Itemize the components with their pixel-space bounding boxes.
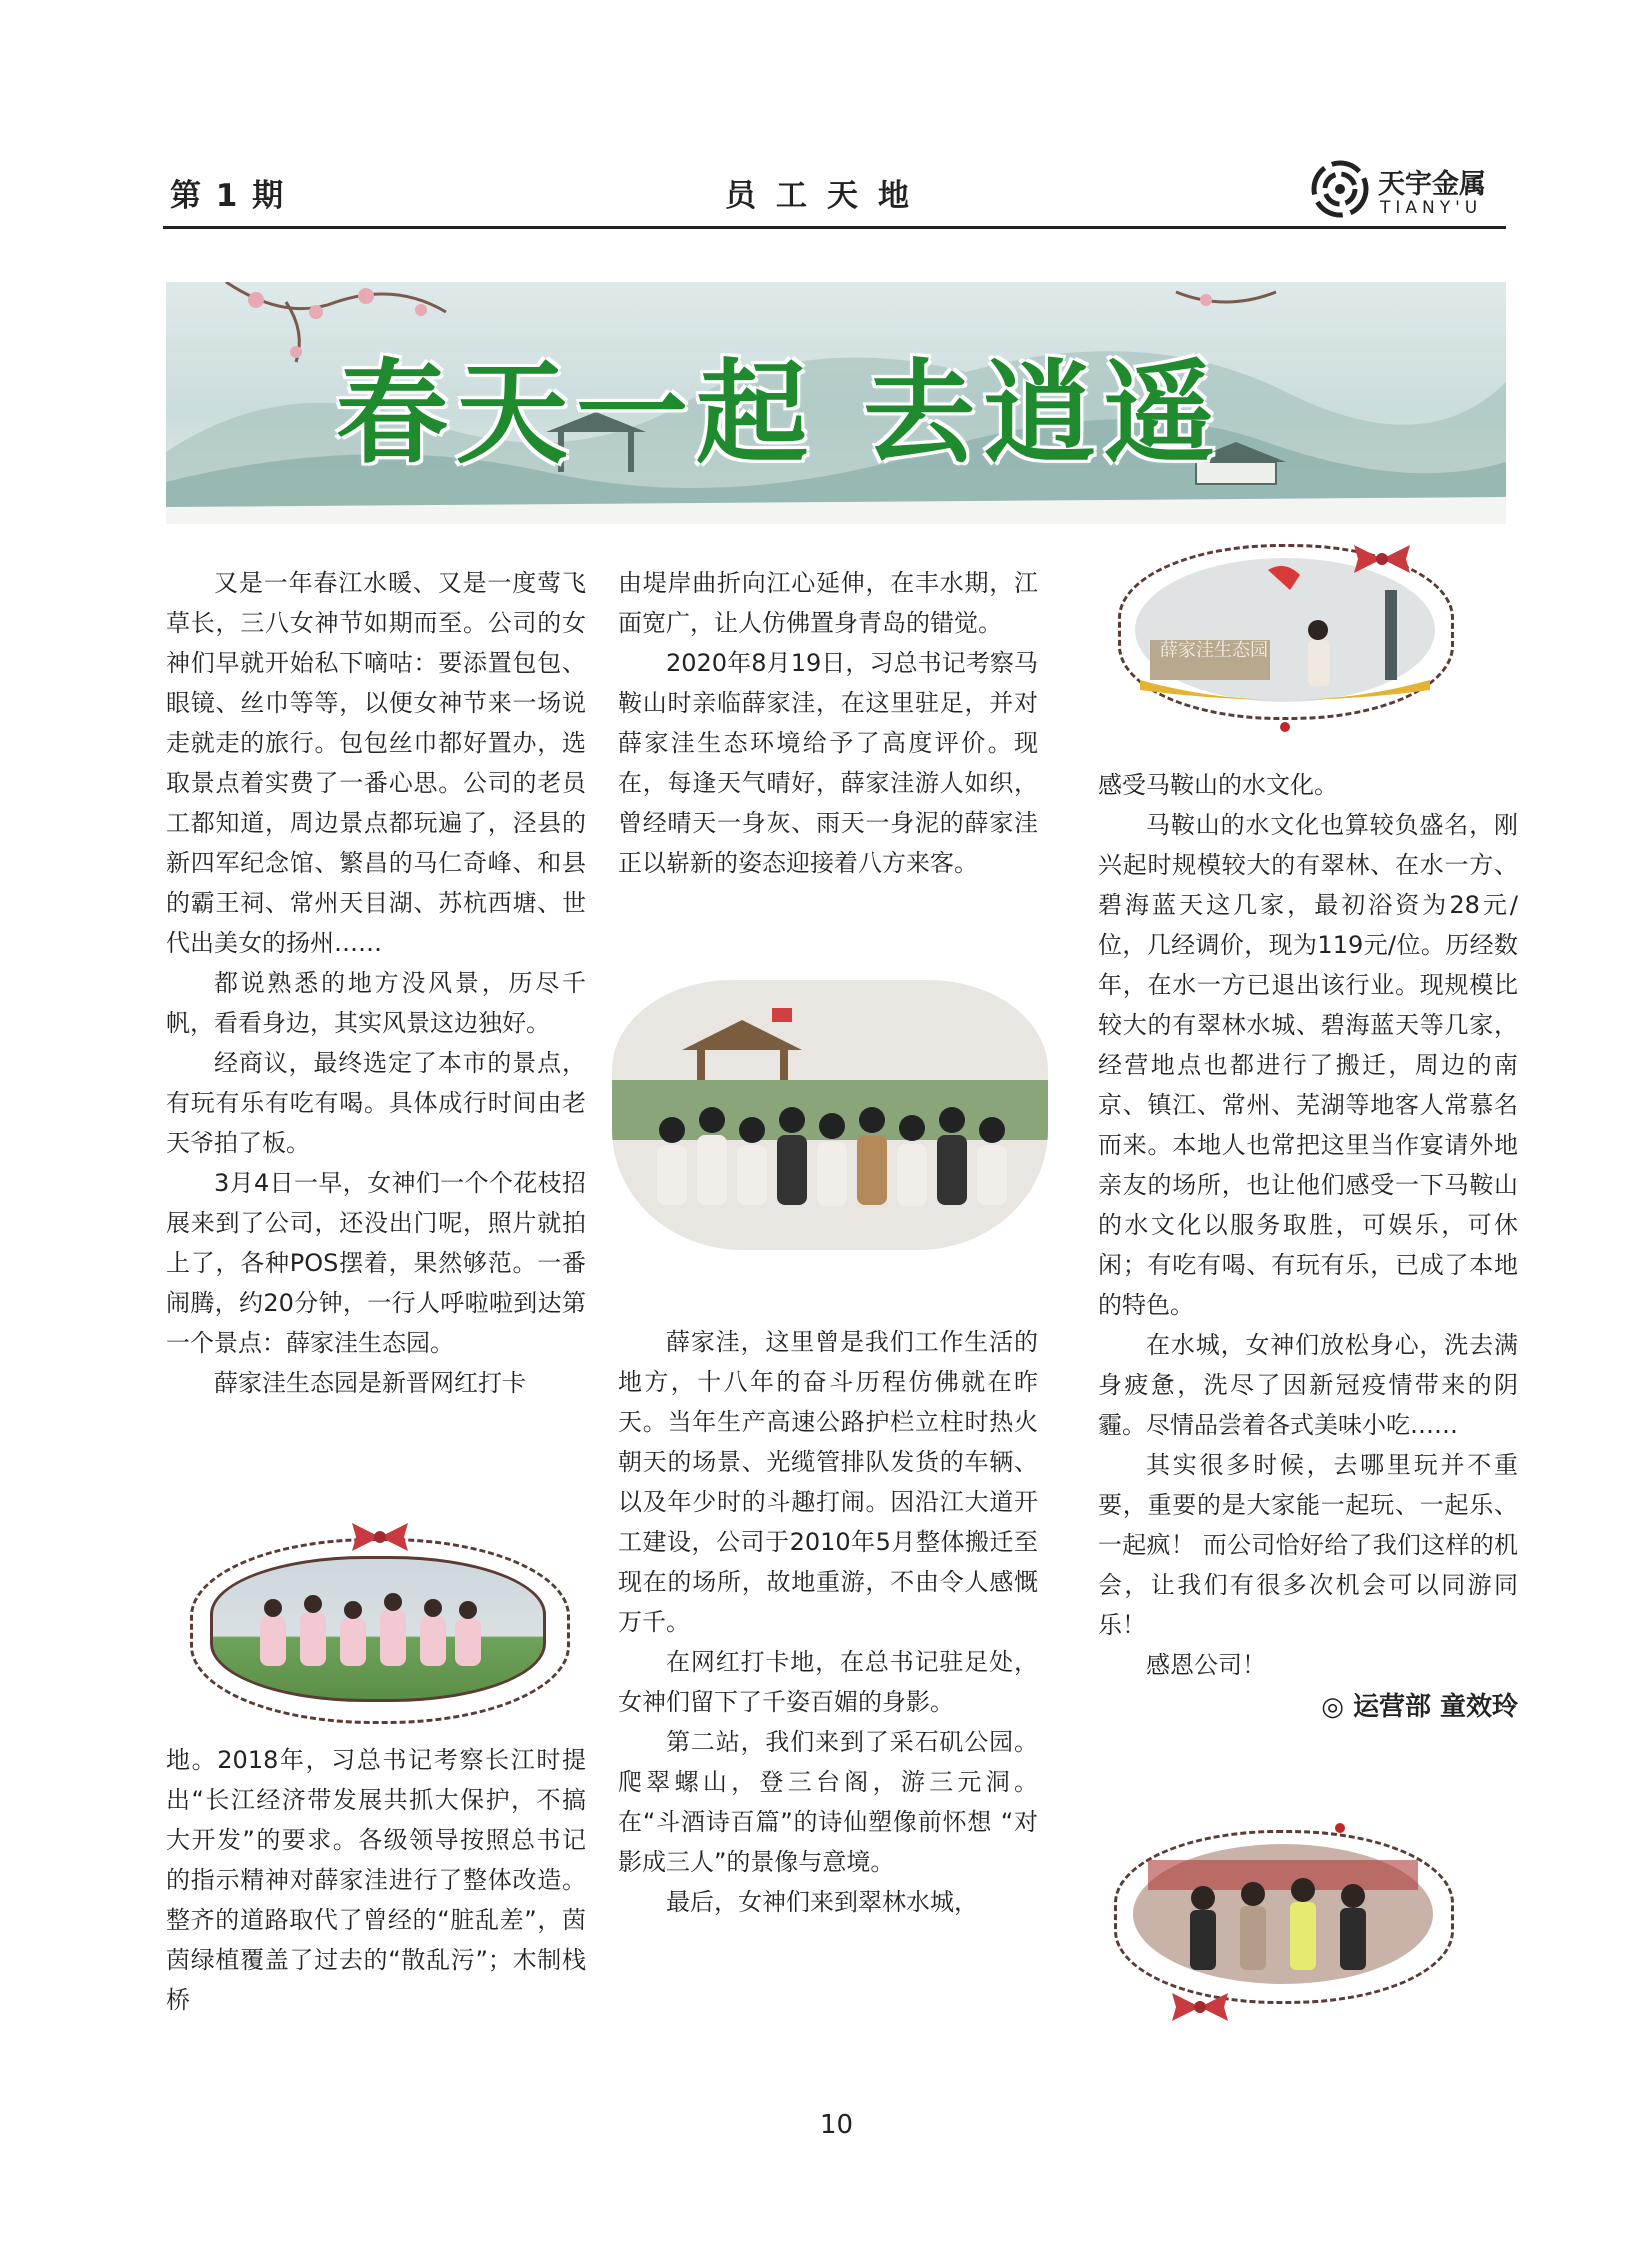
article-column-3 [1098,765,1518,1727]
article-column-2-top [618,563,1038,883]
paragraph: 又是一年春江水暖、又是一度莺飞草长，三八女神节如期而至。公司的女神们早就开始私下嘀咕：要添置包包、眼镜、丝巾等等，以便女神节来一场说走就走的旅行。包包丝巾都好置办，选取景点着实费了一番心思。公司的老员工都知道，周边景点都玩遍了，泾县的新四军纪念馆、繁昌的马仁奇峰、和县的霸王祠、常州天目湖、苏杭西塘、世代出美女的扬州…… [166,569,586,957]
banner-title: 春天一起 去逍遥 [336,348,1223,479]
paragraph: 其实很多时候，去哪里玩并不重要，重要的是大家能一起玩、一起乐、一起疯！ 而公司恰好给了我们这样的机会，让我们有很多次机会可以同游同乐！ [1098,1451,1518,1639]
photo-four-women [1108,1820,1458,2030]
paragraph: 薛家洼，这里曾是我们工作生活的地方，十八年的奋斗历程仿佛就在昨天。当年生产高速公路护栏立柱时热火朝天的场景、光缆管排队发货的车辆、以及年少时的斗趣打闹。因沿江大道开工建设，公司于2010年5月整体搬迁至现在的场所，故地重游，不由令人感慨万千。 [618,1328,1038,1636]
paragraph: 在水城，女神们放松身心，洗去满身疲惫，洗尽了因新冠疫情带来的阴霾。尽情品尝着各式美味小吃…… [1098,1331,1518,1439]
photo-women-on-lawn [180,1520,580,1730]
paragraph: 地。2018年，习总书记考察长江时提出“长江经济带发展共抓大保护，不搞大开发”的要求。各级领导按照总书记的指示精神对薛家洼进行了整体改造。整齐的道路取代了曾经的“脏乱差”，茵茵绿植覆盖了过去的“散乱污”；木制栈桥 [166,1746,586,2014]
paragraph: 在网红打卡地，在总书记驻足处，女神们留下了千姿百媚的身影。 [618,1648,1038,1716]
paragraph: 由堤岸曲折向江心延伸，在丰水期，江面宽广，让人仿佛置身青岛的错觉。 [618,569,1038,637]
paragraph: 最后，女神们来到翠林水城， [666,1888,978,1916]
four-women-illustration [1108,1820,1458,2030]
paragraph: 感受马鞍山的水文化。 [1098,771,1338,799]
paragraph: 2020年8月19日，习总书记考察马鞍山时亲临薛家洼，在这里驻足，并对薛家洼生态环境给予了高度评价。现在，每逢天气晴好，薛家洼游人如织，曾经晴天一身灰、雨天一身泥的薛家洼正以崭新的姿态迎接着八方来客。 [618,649,1038,877]
issue-number: 第 1 期 [170,178,286,214]
company-logo [1310,158,1510,224]
paragraph: 马鞍山的水文化也算较负盛名，刚兴起时规模较大的有翠林、在水一方、碧海蓝天这几家，最初浴资为28元/位，几经调价，现为119元/位。历经数年，在水一方已退出该行业。现规模比较大的有翠林水城、碧海蓝天等几家，经营地点也都进行了搬迁，周边的南京、镇江、常州、芜湖等地客人常慕名而来。本地人也常把这里当作宴请外地亲友的场所，也让他们感受一下马鞍山的水文化以服务取胜，可娱乐，可休闲；有吃有喝、有玩有乐，已成了本地的特色。 [1098,811,1518,1319]
group-photo-illustration [612,980,1048,1250]
photo-group-at-pavilion [612,980,1048,1250]
page-number: 10 [820,2110,854,2140]
banner [166,282,1506,524]
logo-english-name: TIANY'U [1380,198,1483,218]
paragraph: 第二站，我们来到了采石矶公园。爬翠螺山，登三台阁，游三元洞。在“斗酒诗百篇”的诗仙塑像前怀想 “对影成三人”的景像与意境。 [618,1728,1038,1876]
paragraph: 经商议，最终选定了本市的景点，有玩有乐有吃有喝。具体成行时间由老天爷拍了板。 [166,1049,586,1157]
bow-ribbon-icon [1168,1990,1232,2024]
header-divider [163,226,1506,229]
article-column-1-top [166,563,586,1403]
paragraph: 薛家洼生态园是新晋网红打卡 [214,1369,526,1397]
article-column-2-bottom [618,1322,1038,1922]
logo-swirl-icon [1310,158,1370,220]
paragraph: 感恩公司！ [1146,1651,1266,1679]
section-title: 员工天地 [725,178,929,214]
park-sign-text: 薛家洼生态园 [1160,640,1268,661]
article-column-1-bottom [166,1740,586,2020]
author-byline: ◎ 运营部 童效玲 [1321,1692,1518,1722]
paragraph: 3月4日一早，女神们一个个花枝招展来到了公司，还没出门呢，照片就拍上了，各种POS摆着，果然够范。一番闹腾，约20分钟，一行人呼啦啦到达第一个景点：薛家洼生态园。 [166,1169,586,1357]
photo-ecological-park-sign [1110,530,1460,735]
bow-ribbon-icon [1350,542,1414,576]
logo-chinese-name: 天宇金属 [1378,169,1486,200]
group-of-people-illustration [180,1520,580,1730]
paragraph: 都说熟悉的地方没风景，历尽千帆，看看身边，其实风景这边独好。 [166,969,586,1037]
